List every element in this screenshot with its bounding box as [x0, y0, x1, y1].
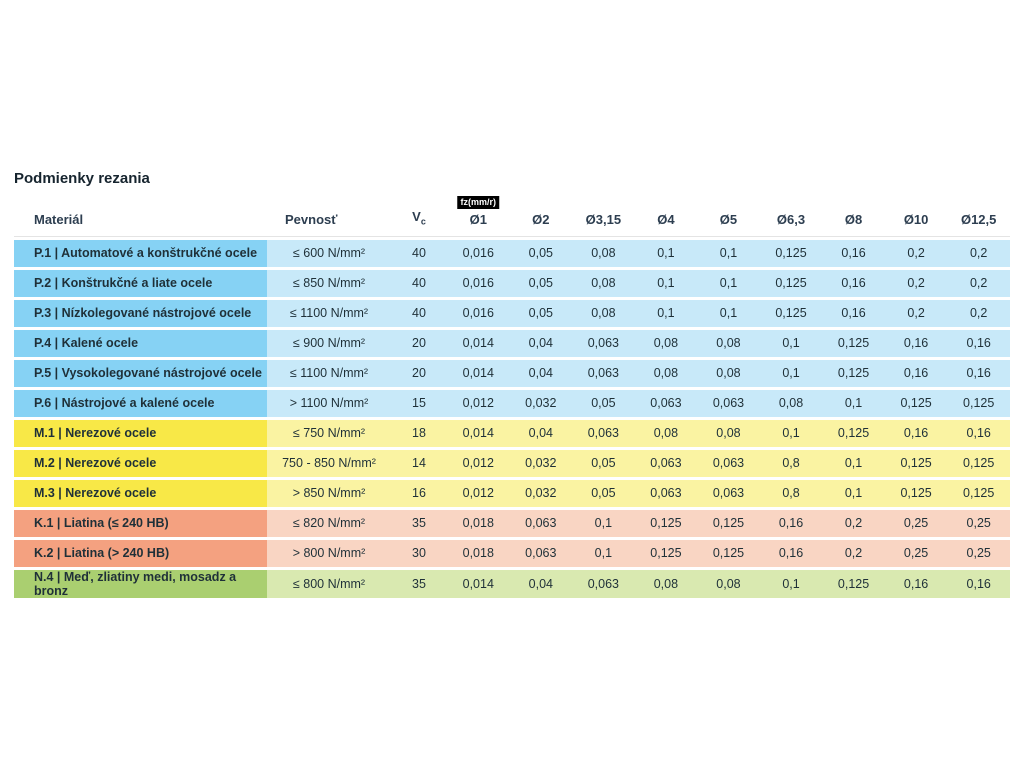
feed-cell: 0,16 [822, 300, 885, 327]
feed-cell: 0,1 [635, 240, 698, 267]
feed-cell: 0,08 [697, 360, 760, 387]
feed-cell: 0,2 [885, 240, 948, 267]
table-row [14, 540, 1010, 567]
feed-cell: 0,063 [635, 450, 698, 477]
column-header-material: Materiál [14, 205, 267, 237]
feed-cell: 0,25 [885, 540, 948, 567]
feed-cell: 0,125 [635, 510, 698, 537]
table-row [14, 510, 1010, 537]
table-row [14, 480, 1010, 507]
vc-cell: 20 [391, 360, 447, 387]
feed-cell: 0,063 [697, 390, 760, 417]
strength-cell: ≤ 800 N/mm² [267, 570, 391, 598]
column-header-d1 [447, 196, 510, 237]
vc-subscript: c [420, 216, 426, 227]
column-header-d9: Ø12,5 [947, 205, 1010, 237]
feed-cell: 0,04 [510, 330, 573, 357]
feed-cell: 0,05 [572, 450, 635, 477]
feed-cell: 0,25 [947, 510, 1010, 537]
feed-cell: 0,16 [760, 540, 823, 567]
strength-cell: ≤ 750 N/mm² [267, 420, 391, 447]
table-row [14, 360, 1010, 387]
feed-cell: 0,032 [510, 480, 573, 507]
vc-symbol: V [412, 209, 421, 224]
material-cell: P.3 | Nízkolegované nástrojové ocele [14, 300, 267, 327]
column-header-d3: Ø3,15 [572, 205, 635, 237]
feed-cell: 0,1 [822, 390, 885, 417]
feed-cell: 0,16 [947, 360, 1010, 387]
table-header-row [14, 205, 1010, 237]
strength-cell: ≤ 1100 N/mm² [267, 300, 391, 327]
feed-cell: 0,04 [510, 360, 573, 387]
feed-cell: 0,05 [572, 390, 635, 417]
material-cell: P.4 | Kalené ocele [14, 330, 267, 357]
feed-cell: 0,25 [885, 510, 948, 537]
feed-cell: 0,032 [510, 450, 573, 477]
feed-cell: 0,1 [760, 420, 823, 447]
feed-cell: 0,1 [697, 300, 760, 327]
feed-cell: 0,012 [447, 390, 510, 417]
feed-cell: 0,125 [947, 450, 1010, 477]
material-cell: K.2 | Liatina (> 240 HB) [14, 540, 267, 567]
column-header-d7: Ø8 [822, 205, 885, 237]
feed-cell: 0,8 [760, 450, 823, 477]
feed-cell: 0,125 [885, 450, 948, 477]
fz-unit-badge: fz(mm/r) [458, 196, 500, 209]
table-row [14, 450, 1010, 477]
table-row [14, 390, 1010, 417]
cutting-conditions-section [14, 170, 1010, 601]
cutting-conditions-table [14, 196, 1010, 601]
feed-cell: 0,1 [760, 330, 823, 357]
feed-cell: 0,063 [572, 420, 635, 447]
feed-cell: 0,08 [572, 270, 635, 297]
feed-cell: 0,1 [572, 510, 635, 537]
strength-cell: > 800 N/mm² [267, 540, 391, 567]
table-row [14, 240, 1010, 267]
column-header-d6: Ø6,3 [760, 205, 823, 237]
feed-cell: 0,05 [510, 300, 573, 327]
feed-cell: 0,2 [947, 240, 1010, 267]
feed-cell: 0,04 [510, 420, 573, 447]
strength-cell: > 850 N/mm² [267, 480, 391, 507]
vc-cell: 16 [391, 480, 447, 507]
strength-cell: > 1100 N/mm² [267, 390, 391, 417]
strength-cell: ≤ 820 N/mm² [267, 510, 391, 537]
feed-cell: 0,063 [635, 480, 698, 507]
feed-cell: 0,016 [447, 300, 510, 327]
table-row [14, 270, 1010, 297]
feed-cell: 0,125 [697, 540, 760, 567]
feed-cell: 0,125 [885, 390, 948, 417]
table-row [14, 420, 1010, 447]
feed-cell: 0,018 [447, 510, 510, 537]
feed-cell: 0,2 [885, 300, 948, 327]
feed-cell: 0,1 [760, 360, 823, 387]
feed-cell: 0,05 [510, 240, 573, 267]
feed-cell: 0,16 [947, 420, 1010, 447]
feed-cell: 0,16 [885, 420, 948, 447]
vc-cell: 14 [391, 450, 447, 477]
feed-cell: 0,032 [510, 390, 573, 417]
feed-cell: 0,16 [885, 570, 948, 598]
feed-cell: 0,08 [635, 360, 698, 387]
feed-cell: 0,063 [510, 510, 573, 537]
strength-cell: ≤ 900 N/mm² [267, 330, 391, 357]
feed-cell: 0,08 [697, 570, 760, 598]
feed-cell: 0,2 [947, 300, 1010, 327]
column-header-d8: Ø10 [885, 205, 948, 237]
material-cell: M.2 | Nerezové ocele [14, 450, 267, 477]
feed-cell: 0,012 [447, 450, 510, 477]
feed-cell: 0,2 [947, 270, 1010, 297]
feed-cell: 0,08 [760, 390, 823, 417]
feed-cell: 0,014 [447, 360, 510, 387]
feed-cell: 0,1 [572, 540, 635, 567]
feed-cell: 0,8 [760, 480, 823, 507]
table-row [14, 330, 1010, 357]
table-row [14, 300, 1010, 327]
column-header-strength: Pevnosť [267, 205, 391, 237]
feed-cell: 0,08 [697, 330, 760, 357]
feed-cell: 0,125 [635, 540, 698, 567]
table-row [14, 570, 1010, 598]
column-header-d4: Ø4 [635, 205, 698, 237]
feed-cell: 0,125 [760, 240, 823, 267]
material-cell: P.6 | Nástrojové a kalené ocele [14, 390, 267, 417]
feed-cell: 0,16 [822, 270, 885, 297]
feed-cell: 0,125 [947, 390, 1010, 417]
feed-cell: 0,014 [447, 420, 510, 447]
feed-cell: 0,063 [572, 330, 635, 357]
feed-cell: 0,014 [447, 330, 510, 357]
vc-cell: 20 [391, 330, 447, 357]
feed-cell: 0,1 [822, 450, 885, 477]
feed-cell: 0,125 [822, 420, 885, 447]
material-cell: K.1 | Liatina (≤ 240 HB) [14, 510, 267, 537]
feed-cell: 0,1 [697, 240, 760, 267]
strength-cell: 750 - 850 N/mm² [267, 450, 391, 477]
feed-cell: 0,063 [572, 570, 635, 598]
feed-cell: 0,08 [635, 420, 698, 447]
feed-cell: 0,063 [697, 450, 760, 477]
feed-cell: 0,05 [510, 270, 573, 297]
feed-cell: 0,16 [885, 330, 948, 357]
feed-cell: 0,125 [697, 510, 760, 537]
feed-cell: 0,2 [885, 270, 948, 297]
feed-cell: 0,1 [822, 480, 885, 507]
feed-cell: 0,16 [885, 360, 948, 387]
feed-cell: 0,012 [447, 480, 510, 507]
material-cell: M.3 | Nerezové ocele [14, 480, 267, 507]
strength-cell: ≤ 1100 N/mm² [267, 360, 391, 387]
d1-label: Ø1 [469, 211, 487, 227]
column-header-vc [391, 205, 447, 237]
table-head [14, 196, 1010, 237]
feed-cell: 0,1 [635, 300, 698, 327]
feed-cell: 0,125 [822, 570, 885, 598]
feed-cell: 0,25 [947, 540, 1010, 567]
feed-cell: 0,063 [635, 390, 698, 417]
feed-cell: 0,016 [447, 270, 510, 297]
strength-cell: ≤ 600 N/mm² [267, 240, 391, 267]
feed-cell: 0,014 [447, 570, 510, 598]
strength-cell: ≤ 850 N/mm² [267, 270, 391, 297]
feed-cell: 0,2 [822, 510, 885, 537]
feed-cell: 0,04 [510, 570, 573, 598]
table-body [14, 240, 1010, 598]
feed-cell: 0,1 [635, 270, 698, 297]
feed-cell: 0,125 [760, 300, 823, 327]
vc-cell: 40 [391, 240, 447, 267]
feed-cell: 0,016 [447, 240, 510, 267]
material-cell: M.1 | Nerezové ocele [14, 420, 267, 447]
feed-cell: 0,08 [572, 300, 635, 327]
feed-cell: 0,125 [760, 270, 823, 297]
feed-cell: 0,125 [885, 480, 948, 507]
feed-cell: 0,018 [447, 540, 510, 567]
feed-cell: 0,08 [572, 240, 635, 267]
feed-cell: 0,08 [635, 330, 698, 357]
feed-cell: 0,16 [822, 240, 885, 267]
feed-cell: 0,16 [947, 330, 1010, 357]
feed-cell: 0,125 [822, 360, 885, 387]
material-cell: P.2 | Konštrukčné a liate ocele [14, 270, 267, 297]
vc-cell: 35 [391, 570, 447, 598]
column-header-d2: Ø2 [510, 205, 573, 237]
page-title: Podmienky rezania [14, 170, 150, 187]
column-header-d5: Ø5 [697, 205, 760, 237]
vc-cell: 35 [391, 510, 447, 537]
feed-cell: 0,16 [760, 510, 823, 537]
feed-cell: 0,125 [822, 330, 885, 357]
feed-cell: 0,1 [760, 570, 823, 598]
feed-cell: 0,1 [697, 270, 760, 297]
material-cell: P.5 | Vysokolegované nástrojové ocele [14, 360, 267, 387]
feed-cell: 0,08 [697, 420, 760, 447]
vc-cell: 40 [391, 300, 447, 327]
feed-cell: 0,16 [947, 570, 1010, 598]
feed-cell: 0,125 [947, 480, 1010, 507]
feed-cell: 0,2 [822, 540, 885, 567]
material-cell: P.1 | Automatové a konštrukčné ocele [14, 240, 267, 267]
vc-cell: 18 [391, 420, 447, 447]
feed-cell: 0,063 [697, 480, 760, 507]
vc-cell: 30 [391, 540, 447, 567]
material-cell: N.4 | Meď, zliatiny medi, mosadz a bronz [14, 570, 267, 598]
feed-cell: 0,08 [635, 570, 698, 598]
vc-cell: 15 [391, 390, 447, 417]
vc-cell: 40 [391, 270, 447, 297]
feed-cell: 0,063 [510, 540, 573, 567]
feed-cell: 0,063 [572, 360, 635, 387]
feed-cell: 0,05 [572, 480, 635, 507]
